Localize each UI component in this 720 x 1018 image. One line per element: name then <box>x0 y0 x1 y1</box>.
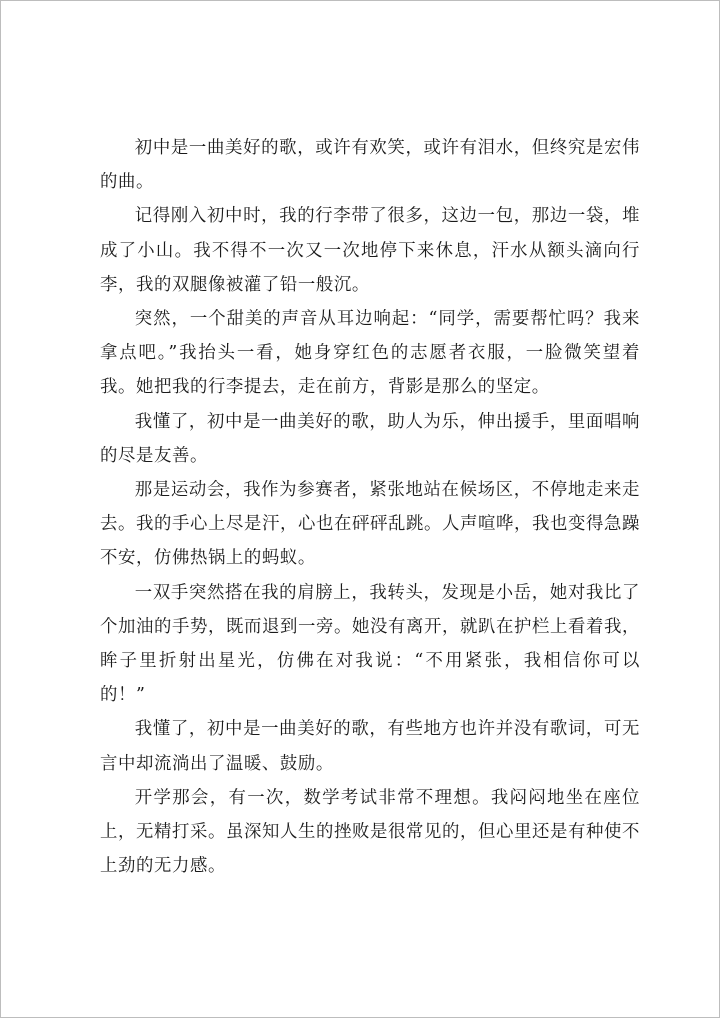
paragraph-6: 一双手突然搭在我的肩膀上，我转头，发现是小岳，她对我比了个加油的手势，既而退到一旁。她没有离开，就趴在护栏上看着我，眸子里折射出星光，仿佛在对我说：“不用紧张，我相信你可以的！” <box>100 582 640 706</box>
paragraph-7: 我懂了，初中是一曲美好的歌，有些地方也许并没有歌词，可无言中却流淌出了温暖、鼓励。 <box>100 719 640 774</box>
paragraph-1: 初中是一曲美好的歌，或许有欢笑，或许有泪水，但终究是宏伟的曲。 <box>100 138 640 193</box>
paragraph-3: 突然，一个甜美的声音从耳边响起：“同学，需要帮忙吗？我来拿点吧。”我抬头一看，她身穿红色的志愿者衣服，一脸微笑望着我。她把我的行李提去，走在前方，背影是那么的坚定。 <box>100 309 640 398</box>
document-body <box>100 131 640 883</box>
paragraph-5: 那是运动会，我作为参赛者，紧张地站在候场区，不停地走来走去。我的手心上尽是汗，心也在砰砰乱跳。人声喧哗，我也变得急躁不安，仿佛热锅上的蚂蚁。 <box>100 480 640 569</box>
paragraph-2: 记得刚入初中时，我的行李带了很多，这边一包，那边一袋，堆成了小山。我不得不一次又一次地停下来休息，汗水从额头滴向行李，我的双腿像被灌了铅一般沉。 <box>100 206 640 295</box>
paragraph-4: 我懂了，初中是一曲美好的歌，助人为乐，伸出援手，里面唱响的尽是友善。 <box>100 411 640 466</box>
paragraph-8: 开学那会，有一次，数学考试非常不理想。我闷闷地坐在座位上，无精打采。虽深知人生的挫败是很常见的，但心里还是有种使不上劲的无力感。 <box>100 787 640 877</box>
